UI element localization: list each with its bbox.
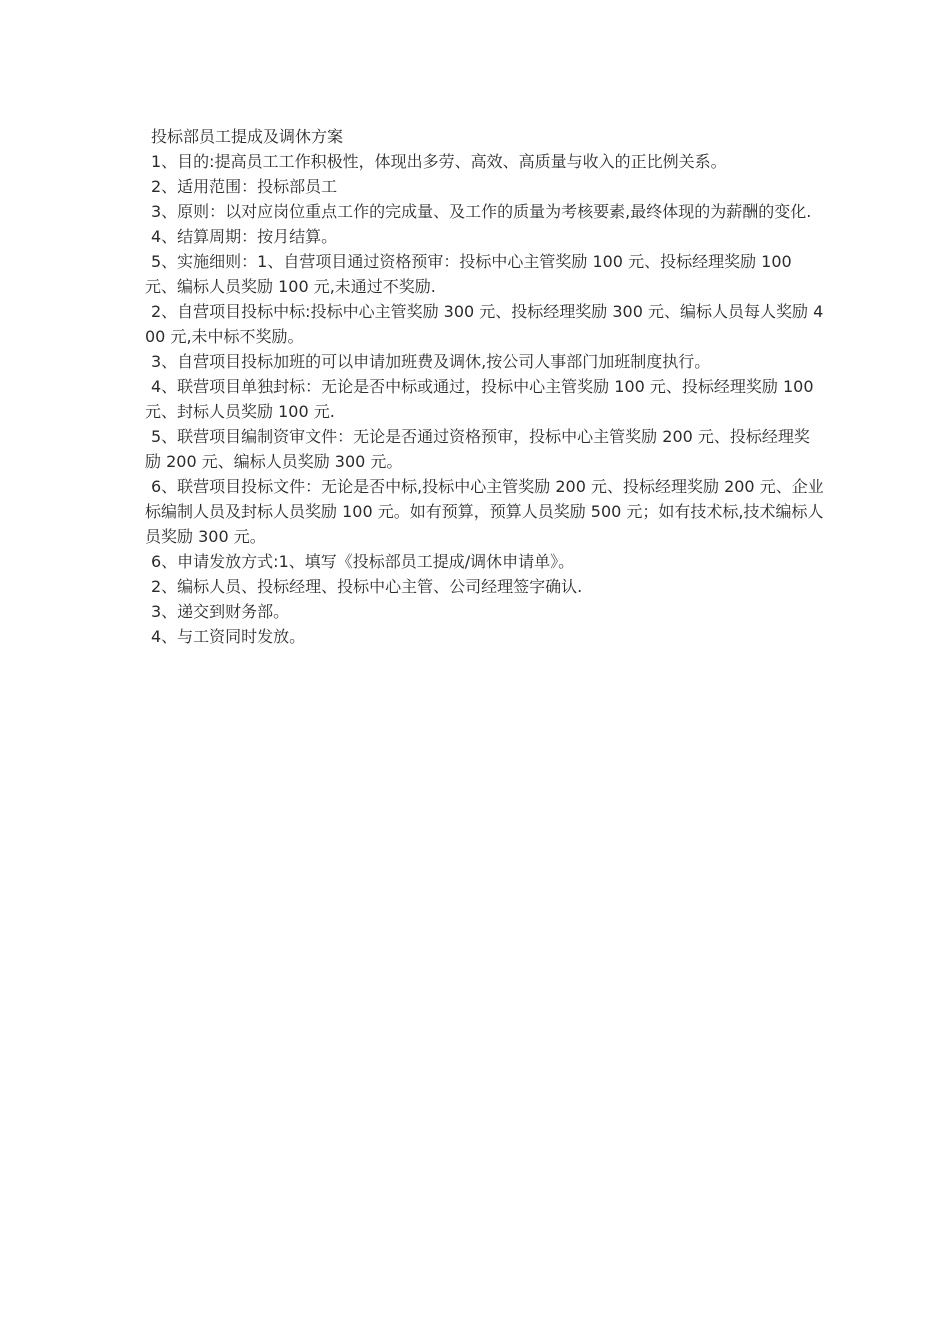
paragraph-rule-4: 4、联营项目单独封标：无论是否中标或通过，投标中心主管奖励 100 元、投标经理奖励 100 元、封标人员奖励 100 元. [145,377,814,421]
paragraph-payout-4: 4、与工资同时发放。 [151,627,306,646]
paragraph-purpose: 1、目的:提高员工工作积极性，体现出多劳、高效、高质量与收入的正比例关系。 [151,152,727,171]
paragraph-payout-2: 2、编标人员、投标经理、投标中心主管、公司经理签字确认. [151,577,583,596]
paragraph-scope: 2、适用范围：投标部员工 [151,177,338,196]
paragraph-payout-1: 6、申请发放方式:1、填写《投标部员工提成/调休申请单》。 [151,552,575,571]
paragraph-rule-5: 5、联营项目编制资审文件：无论是否通过资格预审，投标中心主管奖励 200 元、投标经理奖励 200 元、编标人员奖励 300 元。 [145,427,810,471]
paragraph-rule-2: 2、自营项目投标中标:投标中心主管奖励 300 元、投标经理奖励 300 元、编标人员每人奖励 400 元,未中标不奖励。 [145,302,824,346]
paragraph-rule-6: 6、联营项目投标文件：无论是否中标,投标中心主管奖励 200 元、投标经理奖励 200 元、企业标编制人员及封标人员奖励 100 元。如有预算，预算人员奖励 500 元；如有技术标,技术编标人员奖励 300 元。 [145,477,824,546]
document-body [145,124,825,649]
paragraph-settlement-period: 4、结算周期：按月结算。 [151,227,338,246]
paragraph-rule-3: 3、自营项目投标加班的可以申请加班费及调休,按公司人事部门加班制度执行。 [151,352,711,371]
document-title: 投标部员工提成及调休方案 [151,127,344,146]
paragraph-rule-1: 5、实施细则：1、自营项目通过资格预审：投标中心主管奖励 100 元、投标经理奖励 100 元、编标人员奖励 100 元,未通过不奖励. [145,252,792,296]
paragraph-principle: 3、原则：以对应岗位重点工作的完成量、及工作的质量为考核要素,最终体现的为薪酬的变化. [151,202,812,221]
paragraph-payout-3: 3、递交到财务部。 [151,602,290,621]
